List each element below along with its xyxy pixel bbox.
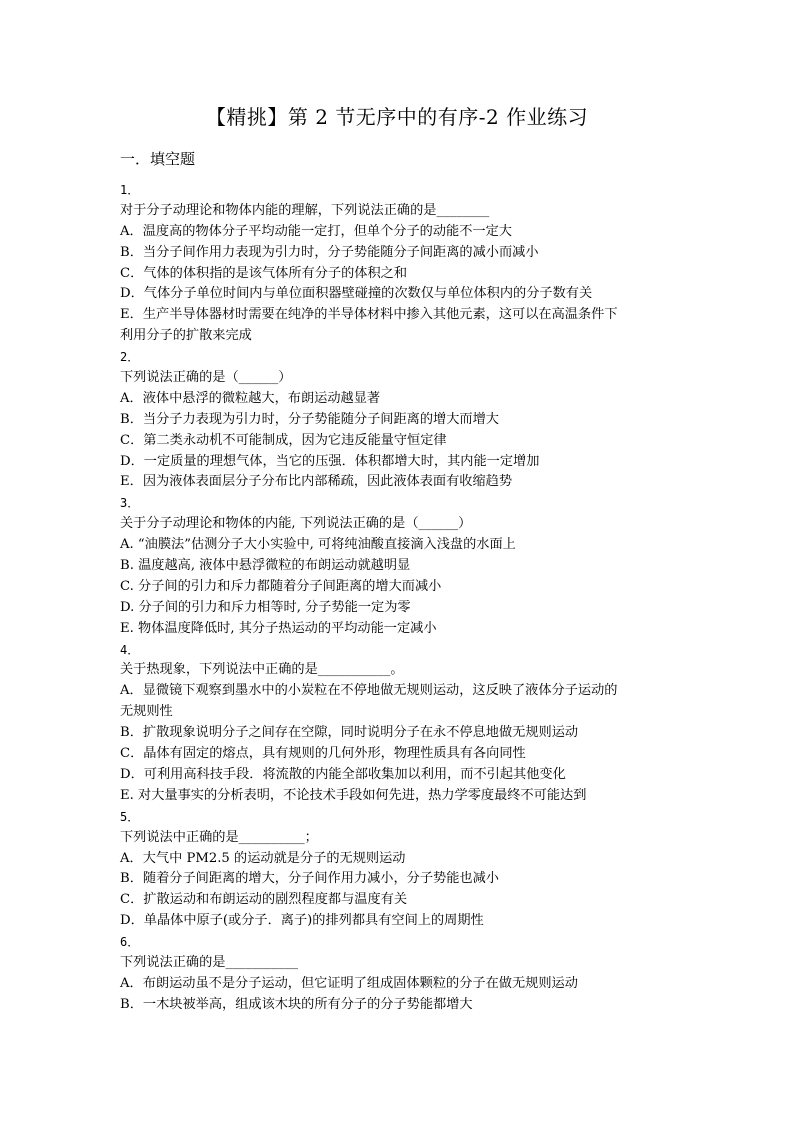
option-a: A．显微镜下观察到墨水中的小炭粒在不停地做无规则运动，这反映了液体分子运动的 [120, 683, 618, 699]
option-e: E. 对大量事实的分析表明，不论技术手段如何先进，热力学零度最终不可能达到 [120, 787, 587, 803]
page-title: 【精挑】第 2 节无序中的有序-2 作业练习 [205, 105, 589, 129]
question-number: 2． [120, 350, 140, 365]
question-stem: 关于热现象，下列说法中正确的是___________。 [120, 662, 404, 678]
option-d: D．可利用高科技手段．将流散的内能全部收集加以利用，而不引起其他变化 [120, 766, 566, 782]
option-b: B．随着分子间距离的增大，分子间作用力减小，分子势能也减小 [120, 871, 499, 887]
question-6 [120, 932, 680, 1016]
option-a: A．大气中 PM2.5 的运动就是分子的无规则运动 [120, 850, 406, 866]
option-e: E．生产半导体器材时需要在纯净的半导体材料中掺入其他元素，这可以在高温条件下 [120, 307, 618, 323]
option-b: B. 温度越高, 液体中悬浮微粒的布朗运动就越明显 [120, 558, 411, 574]
option-d: D. 分子间的引力和斥力相等时, 分子势能一定为零 [120, 599, 411, 615]
question-number: 3． [120, 496, 140, 511]
option-b: B．当分子间作用力表现为引力时，分子势能随分子间距离的减小而减小 [120, 244, 539, 260]
question-stem: 下列说法正确的是___________ [120, 954, 299, 970]
question-number: 5． [120, 809, 140, 824]
option-e: E．因为液体表面层分子分布比内部稀疏，因此液体表面有收缩趋势 [120, 474, 513, 490]
option-d: D．气体分子单位时间内与单位面积器壁碰撞的次数仅与单位体积内的分子数有关 [120, 286, 593, 302]
question-stem: 对于分子动理论和物体内能的理解，下列说法正确的是________ [120, 202, 490, 218]
question-number: 1． [120, 183, 140, 197]
option-a: A. “油膜法”估测分子大小实验中, 可将纯油酸直接滴入浅盘的水面上 [120, 537, 516, 553]
question-1 [120, 180, 680, 347]
option-d: D．一定质量的理想气体，当它的压强．体积都增大时，其内能一定增加 [120, 453, 540, 469]
option-d: D．单晶体中原子(或分子．离子)的排列都具有空间上的周期性 [120, 913, 484, 929]
question-stem: 下列说法正确的是（______） [120, 370, 292, 386]
section-heading: 一．填空题 [120, 150, 196, 168]
option-e-continued: 利用分子的扩散来完成 [120, 328, 252, 344]
option-b: B．当分子力表现为引力时，分子势能随分子间距离的增大而增大 [120, 411, 499, 427]
question-stem: 关于分子动理论和物体的内能, 下列说法正确的是（______） [120, 516, 472, 532]
question-5 [120, 807, 680, 932]
option-b: B．扩散现象说明分子之间存在空隙，同时说明分子在永不停息地做无规则运动 [120, 725, 579, 741]
option-a-continued: 无规则性 [120, 704, 173, 720]
option-c: C. 分子间的引力和斥力都随着分子间距离的增大而减小 [120, 578, 442, 594]
option-a: A．液体中悬浮的微粒越大，布朗运动越显著 [120, 390, 381, 406]
option-c: C．扩散运动和布朗运动的剧烈程度都与温度有关 [120, 892, 408, 908]
question-stem: 下列说法中正确的是__________； [120, 829, 318, 845]
option-c: C．第二类永动机不可能制成，因为它违反能量守恒定律 [120, 432, 447, 448]
option-a: A．布朗运动虽不是分子运动，但它证明了组成固体颗粒的分子在做无规则运动 [120, 975, 578, 991]
option-e: E. 物体温度降低时, 其分子热运动的平均动能一定减小 [120, 620, 437, 636]
question-number: 4． [120, 642, 140, 657]
option-a: A．温度高的物体分子平均动能一定打，但单个分子的动能不一定大 [120, 223, 512, 239]
question-2 [120, 347, 680, 493]
question-list [120, 180, 680, 1016]
option-b: B．一木块被举高，组成该木块的所有分子的分子势能都增大 [120, 996, 473, 1012]
option-c: C．晶体有固定的熔点，具有规则的几何外形，物理性质具有各向同性 [120, 746, 526, 762]
question-4 [120, 640, 680, 807]
question-3 [120, 493, 680, 639]
question-number: 6． [120, 935, 140, 950]
option-c: C．气体的体积指的是该气体所有分子的体积之和 [120, 265, 408, 281]
